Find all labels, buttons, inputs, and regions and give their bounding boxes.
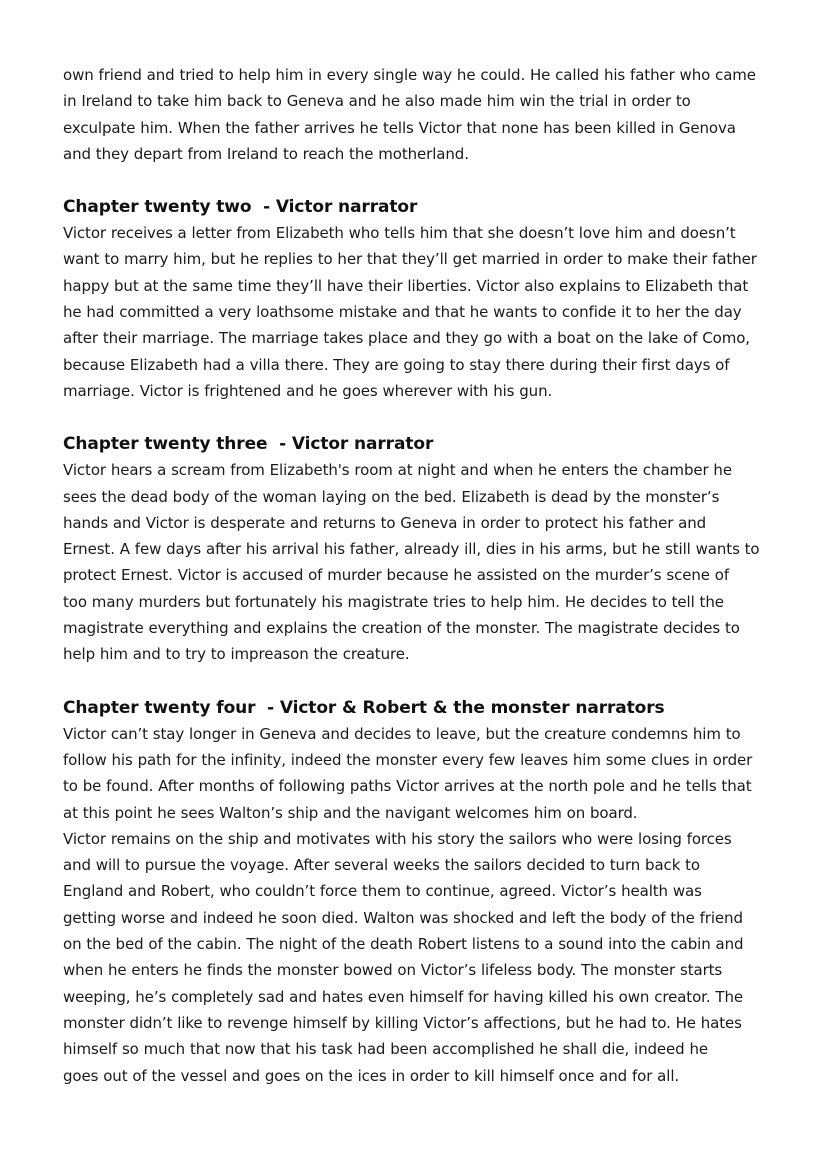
chapter-24-heading: Chapter twenty four - Victor & Robert & the monster narrators [63,697,665,718]
section-gap [63,668,768,695]
section-gap [63,404,768,431]
chapter-22-heading: Chapter twenty two - Victor narrator [63,197,418,218]
section-gap [63,167,768,194]
intro-paragraph: own friend and tried to help him in every single way he could. He called his father who came in Ireland to take him back to Geneva and he also made him win the trial in order to exculpate him. When the father arrives he tells Victor that none has been killed in Genova and they depart from Ireland to reach the motherland. [63,66,756,163]
chapter-23-heading: Chapter twenty three - Victor narrator [63,434,434,455]
chapter-24-paragraph: Victor can’t stay longer in Geneva and decides to leave, but the creature condemns him to follow his path for the infinity, indeed the monster every few leaves him some clues in order to be found. After months of following paths Victor arrives at the north pole and he tells that at this point he sees Walton’s ship and the navigant welcomes him on board. Victor remains on the ship and motivates with his story the sailors who were losing forces and will to pursue the voyage. After several weeks the sailors decided to turn back to England and Robert, who couldn’t force them to continue, agreed. Victor’s health was getting worse and indeed he soon died. Walton was shocked and left the body of the friend on the bed of the cabin. The night of the death Robert listens to a sound into the cabin and when he enters he finds the monster bowed on Victor’s lifeless body. The monster starts weeping, he’s completely sad and hates even himself for having killed his own creator. The monster didn’t like to revenge himself by killing Victor’s affections, but he had to. He hates himself so much that now that his task had been accomplished he shall die, indeed he goes out of the vessel and goes on the ices in order to kill himself once and for all. [63,724,753,1085]
chapter-23-paragraph: Victor hears a scream from Elizabeth's room at night and when he enters the chamber he sees the dead body of the woman laying on the bed. Elizabeth is dead by the monster’s hands and Victor is desperate and returns to Geneva in order to protect his father and Ernest. A few days after his arrival his father, already ill, dies in his arms, but he still wants to protect Ernest. Victor is accused of murder because he assisted on the murder’s scene of too many murders but fortunately his magistrate tries to help him. He decides to tell the magistrate everything and explains the creation of the monster. The magistrate decides to help him and to try to impreason the creature. [63,461,760,664]
chapter-22-paragraph: Victor receives a letter from Elizabeth who tells him that she doesn’t love him and doesn’t want to marry him, but he replies to her that they’ll get married in order to make their father happy but at the same time they’ll have their liberties. Victor also explains to Elizabeth that he had committed a very loathsome mistake and that he wants to confide it to her the day after their marriage. The marriage takes place and they go with a boat on the lake of Como, because Elizabeth had a villa there. They are going to stay there during their first days of marriage. Victor is frightened and he goes wherever with his gun. [63,224,757,400]
